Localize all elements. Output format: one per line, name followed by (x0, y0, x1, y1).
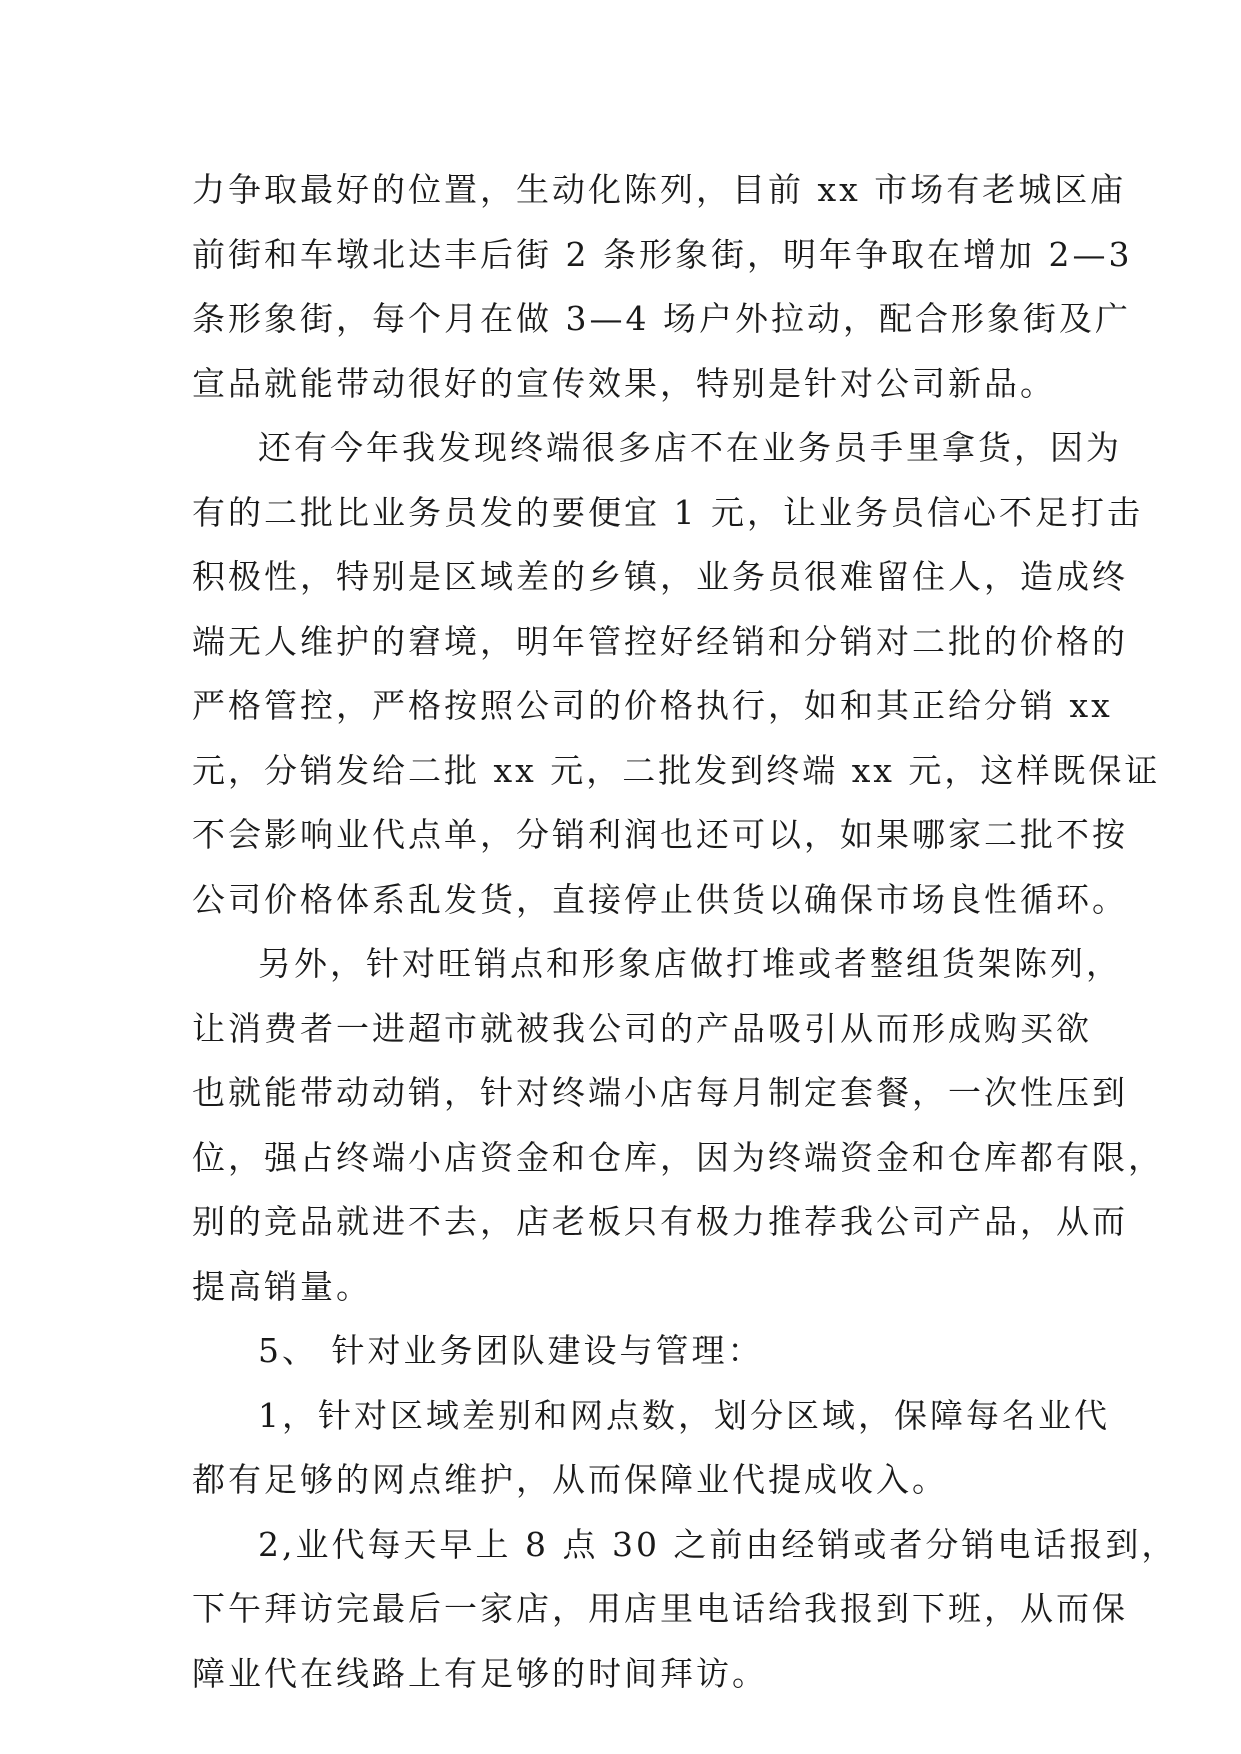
text-line: 不会影响业代点单，分销利润也还可以，如果哪家二批不按 (192, 815, 1128, 854)
text-line: 都有足够的网点维护，从而保障业代提成收入。 (192, 1460, 948, 1499)
text-line: 也就能带动动销，针对终端小店每月制定套餐，一次性压到 (192, 1073, 1128, 1112)
text-line: 让消费者一进超市就被我公司的产品吸引从而形成购买欲 (192, 1008, 1092, 1048)
text-line: 严格管控，严格按照公司的价格执行，如和其正给分销 xx (192, 686, 1113, 725)
paragraph-first-line: 还有今年我发现终端很多店不在业务员手里拿货，因为 (258, 428, 1122, 467)
text-line: 障业代在线路上有足够的时间拜访。 (192, 1653, 768, 1693)
text-line: 宣品就能带动很好的宣传效果，特别是针对公司新品。 (192, 363, 1056, 403)
text-line: 元，分销发给二批 xx 元，二批发到终端 xx 元，这样既保证 (192, 750, 1161, 790)
paragraph-first-line: 2,业代每天早上 8 点 30 之前由经销或者分销电话报到， (258, 1524, 1178, 1564)
text-line: 前街和车墩北达丰后街 2 条形象街，明年争取在增加 2—3 (192, 234, 1133, 274)
text-line: 下午拜访完最后一家店，用店里电话给我报到下班，从而保 (192, 1589, 1128, 1628)
text-line: 端无人维护的窘境，明年管控好经销和分销对二批的价格的 (192, 621, 1128, 661)
section-heading: 5、 针对业务团队建设与管理： (258, 1331, 764, 1370)
text-line: 积极性，特别是区域差的乡镇，业务员很难留住人，造成终 (192, 557, 1128, 596)
paragraph-first-line: 另外，针对旺销点和形象店做打堆或者整组货架陈列， (258, 944, 1122, 983)
document-body (192, 158, 1178, 1706)
text-line: 提高销量。 (192, 1266, 372, 1306)
text-line: 别的竞品就进不去，店老板只有极力推荐我公司产品，从而 (192, 1202, 1128, 1241)
text-line: 位，强占终端小店资金和仓库，因为终端资金和仓库都有限， (192, 1137, 1164, 1177)
paragraph-first-line: 1，针对区域差别和网点数，划分区域，保障每名业代 (258, 1395, 1110, 1435)
text-line: 力争取最好的位置，生动化陈列，目前 xx 市场有老城区庙 (192, 170, 1127, 209)
text-line: 有的二批比业务员发的要便宜 1 元，让业务员信心不足打击 (192, 492, 1143, 532)
text-line: 公司价格体系乱发货，直接停止供货以确保市场良性循环。 (192, 879, 1128, 919)
text-line: 条形象街，每个月在做 3—4 场户外拉动，配合形象街及广 (192, 299, 1131, 338)
